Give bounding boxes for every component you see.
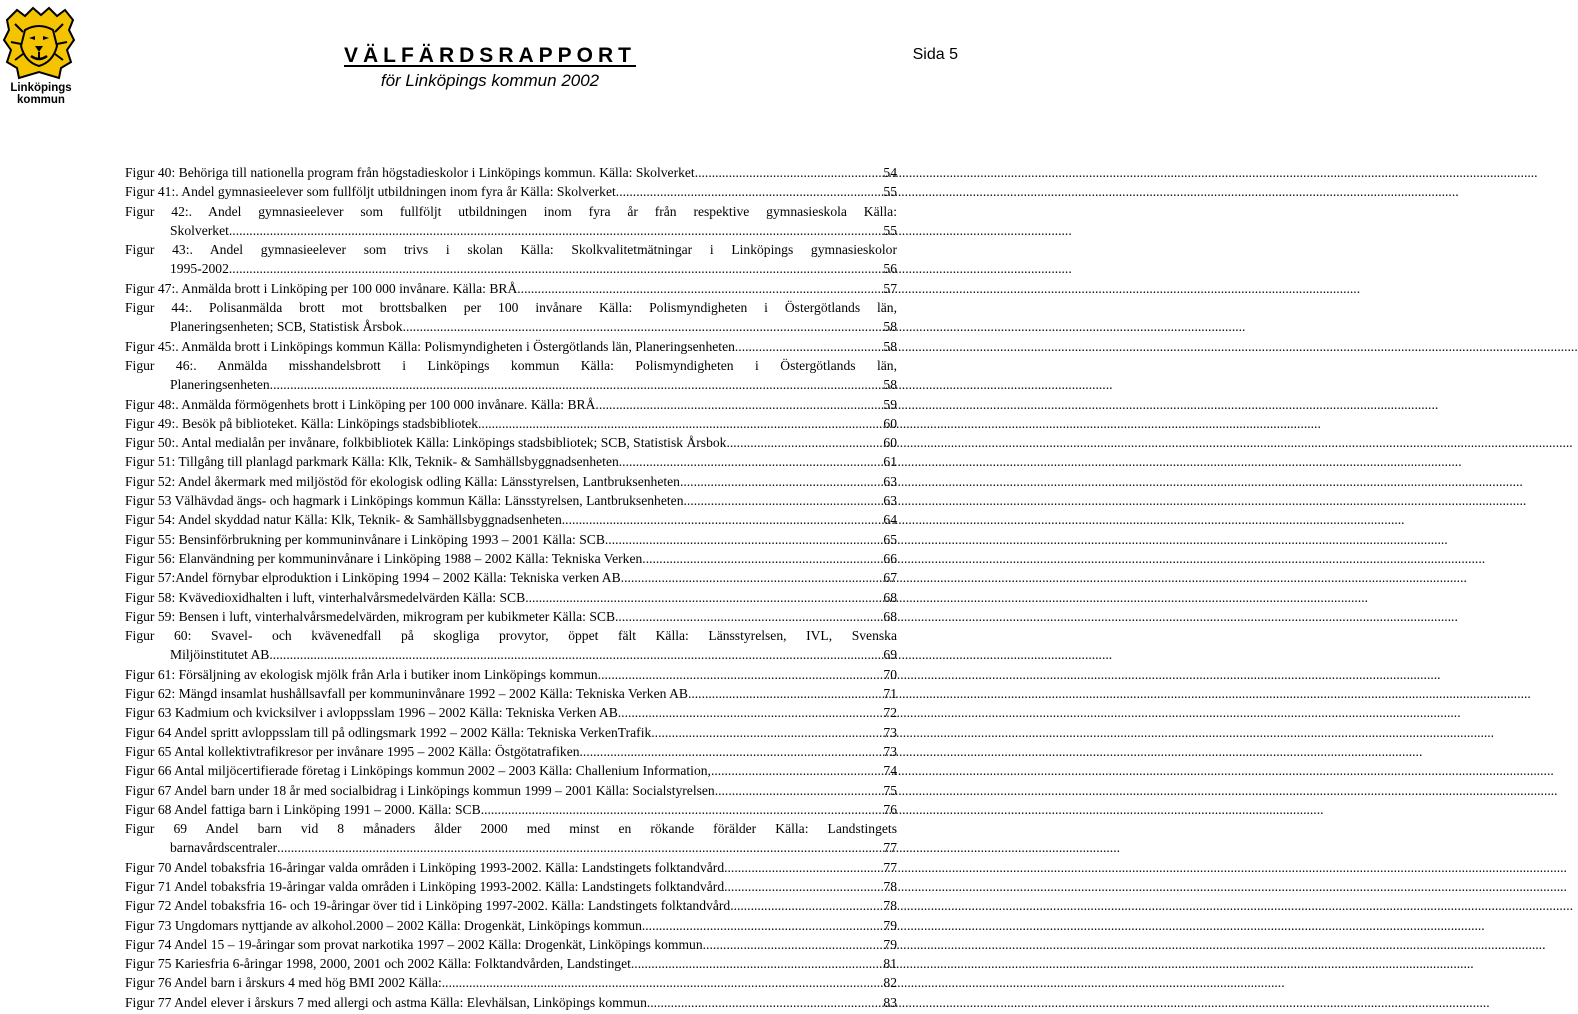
dot-leader <box>684 491 882 510</box>
toc-page-number: 55 <box>883 222 897 238</box>
toc-entry-text: Skolverket <box>170 222 229 238</box>
dot-leader <box>631 954 882 973</box>
toc-entry-text: Figur 57:Andel förnybar elproduktion i Linköping 1994 – 2002 Källa: Tekniska verken AB. <box>125 570 625 586</box>
toc-entry[interactable] <box>125 337 897 356</box>
toc-entry-text: Figur 62: Mängd insamlat hushållsavfall per kommuninvånare 1992 – 2002 Källa: Tekniska Verken AB <box>125 686 688 702</box>
toc-page-number: 70 <box>883 666 897 682</box>
dot-leader <box>695 163 882 182</box>
toc-page-number: 63 <box>883 473 897 489</box>
dot-leader <box>229 221 882 240</box>
dot-leader <box>711 761 881 780</box>
toc-entry[interactable] <box>125 414 897 433</box>
logo-text-line2: kommun <box>17 94 65 106</box>
report-subtitle: för Linköpings kommun 2002 <box>380 71 600 90</box>
dot-leader <box>647 993 882 1012</box>
logo <box>3 6 75 104</box>
dot-leader <box>277 838 881 857</box>
toc-page-number: 58 <box>883 338 897 354</box>
toc-entry[interactable] <box>125 279 897 298</box>
page-number-label: Sida 5 <box>912 46 958 63</box>
toc-page-number: 72 <box>883 705 897 721</box>
toc-page-number: 60 <box>883 435 897 451</box>
toc-entry[interactable] <box>125 182 897 201</box>
toc-entry-text: Figur 40: Behöriga till nationella program från högstadieskolor i Linköpings kommun. Källa: Skolverket <box>125 165 695 180</box>
toc-page-number: 77 <box>883 840 897 856</box>
toc-entry[interactable] <box>125 819 897 858</box>
toc-entry[interactable] <box>125 973 897 992</box>
dot-leader <box>517 279 881 298</box>
toc-entry[interactable] <box>125 684 897 703</box>
toc-entry-text: Figur 60: Svavel- och kvävenedfall på skogliga provytor, öppet fält Källa: Länsstyrelsen, IVL, Svenska <box>125 628 897 644</box>
toc-page-number: 55 <box>883 184 897 200</box>
toc-page-number: 56 <box>883 261 897 277</box>
toc-entry-text: Planeringsenheten; SCB, Statistisk Årsbok <box>170 319 403 335</box>
toc-entry[interactable] <box>125 472 897 491</box>
dot-leader <box>615 607 881 626</box>
toc-entry-text: Figur 63 Kadmium och kvicksilver i avloppsslam 1996 – 2002 Källa: Tekniska Verken AB <box>125 705 618 721</box>
toc-entry[interactable] <box>125 588 897 607</box>
toc-page-number: 67 <box>883 570 897 586</box>
toc-page-number: 82 <box>883 975 897 991</box>
toc-page-number: 73 <box>883 724 897 740</box>
toc-entry-text: Figur 50:. Antal medialån per invånare, folkbibliotek Källa: Linköpings stadsbibliotek; SCB, Statistisk Årsbok. <box>125 435 730 451</box>
dot-leader <box>724 877 881 896</box>
toc-entry[interactable] <box>125 568 897 587</box>
dot-leader <box>562 510 882 529</box>
toc-entry-text: Miljöinstitutet AB <box>170 647 270 663</box>
table-of-figures <box>125 163 897 1012</box>
toc-page-number: 77 <box>883 859 897 875</box>
toc-entry-text: Figur 53 Välhävdad ängs- och hagmark i Linköpings kommun Källa: Länsstyrelsen, Lantbruksenheten <box>125 493 684 509</box>
toc-entry-text: Figur 74 Andel 15 – 19-åringar som provat narkotika 1997 – 2002 Källa: Drogenkät, Linköpings kommun <box>125 936 703 952</box>
toc-page-number: 59 <box>883 396 897 412</box>
toc-page-number: 83 <box>883 994 897 1010</box>
dot-leader <box>580 742 882 761</box>
toc-entry-text: Figur 47:. Anmälda brott i Linköping per 100 000 invånare. Källa: BRÅ <box>125 280 518 296</box>
toc-entry-text: Figur 73 Ungdomars nyttjande av alkohol.2000 – 2002 Källa: Drogenkät, Linköpings kommun <box>125 917 642 933</box>
toc-page-number: 79 <box>883 936 897 952</box>
toc-entry[interactable] <box>125 761 897 780</box>
toc-entry-text: Figur 61: Försäljning av ekologisk mjölk från Arla i butiker inom Linköpings kommun <box>125 666 598 682</box>
dot-leader <box>735 337 882 356</box>
logo-text <box>3 82 79 106</box>
toc-entry-text: Figur 72 Andel tobaksfria 16- och 19-åringar över tid i Linköping 1997-2002. Källa: Landstingets folktandvård <box>125 898 731 914</box>
dot-leader <box>605 530 882 549</box>
toc-entry[interactable] <box>125 395 897 414</box>
toc-page-number: 68 <box>883 608 897 624</box>
toc-page-number: 76 <box>883 801 897 817</box>
toc-entry-text: Figur 41:. Andel gymnasieelever som fullföljt utbildningen inom fyra år Källa: Skolverket <box>125 184 616 200</box>
toc-page-number: 64 <box>883 512 897 528</box>
dot-leader <box>595 395 881 414</box>
dot-leader <box>525 588 881 607</box>
toc-entry[interactable] <box>125 202 897 241</box>
toc-entry[interactable] <box>125 607 897 626</box>
toc-entry[interactable] <box>125 433 897 452</box>
toc-entry-text: Planeringsenheten <box>170 377 270 393</box>
toc-entry-text: Figur 58: Kvävedioxidhalten i luft, vinterhalvårsmedelvärden Källa: SCB <box>125 589 526 605</box>
toc-page-number: 65 <box>883 531 897 547</box>
dot-leader <box>270 375 882 394</box>
toc-entry-text: Figur 48:. Anmälda förmögenhets brott i Linköping per 100 000 invånare. Källa: BRÅ <box>125 396 596 412</box>
page-header <box>0 0 960 110</box>
dot-leader <box>624 568 881 587</box>
toc-entry-text: Figur 69 Andel barn vid 8 månaders ålder 2000 med minst en rökande förälder Källa: Landstingets <box>125 821 897 837</box>
toc-entry-text: Figur 65 Antal kollektivtrafikresor per invånare 1995 – 2002 Källa: Östgötatrafiken <box>125 743 580 759</box>
report-title: VÄLFÄRDSRAPPORT <box>343 44 636 67</box>
toc-entry-text: Figur 51: Tillgång till planlagd parkmark Källa: Klk, Teknik- & Samhällsbyggnadsenheten <box>125 454 619 470</box>
dot-leader <box>642 916 882 935</box>
toc-entry[interactable] <box>125 665 897 684</box>
toc-entry-text: Figur 68 Andel fattiga barn i Linköping 1991 – 2000. Källa: SCB <box>125 801 481 817</box>
toc-page-number: 58 <box>883 319 897 335</box>
dot-leader <box>730 896 881 915</box>
toc-entry[interactable] <box>125 626 897 665</box>
toc-entry[interactable] <box>125 781 897 800</box>
toc-entry-text: Figur 42:. Andel gymnasieelever som fullföljt utbildningen inom fyra år från respektive gymnasieskola Källa: <box>125 203 897 219</box>
dot-leader <box>269 645 881 664</box>
toc-page-number: 68 <box>883 589 897 605</box>
toc-entry-text: Figur 66 Antal miljöcertifierade företag i Linköpings kommun 2002 – 2003 Källa: Challenium Information, <box>125 763 711 779</box>
toc-page-number: 78 <box>883 878 897 894</box>
dot-leader <box>715 781 882 800</box>
toc-entry-text: Figur 45:. Anmälda brott i Linköpings kommun Källa: Polismyndigheten i Östergötlands län, Planeringsenheten <box>125 338 735 354</box>
toc-entry[interactable] <box>125 510 897 529</box>
toc-page-number: 75 <box>883 782 897 798</box>
dot-leader <box>481 800 882 819</box>
toc-page-number: 78 <box>883 898 897 914</box>
toc-entry-text: Figur 49:. Besök på biblioteket. Källa: Linköpings stadsbibliotek <box>125 415 479 431</box>
dot-leader <box>478 414 881 433</box>
toc-page-number: 60 <box>883 415 897 431</box>
toc-entry-text: Figur 75 Kariesfria 6-åringar 1998, 2000, 2001 och 2002 Källa: Folktandvården, Landstinget <box>125 956 631 972</box>
toc-entry[interactable] <box>125 954 897 973</box>
toc-entry-text: Figur 64 Andel spritt avloppsslam till på odlingsmark 1992 – 2002 Källa: Tekniska VerkenTrafik <box>125 724 652 740</box>
toc-entry[interactable] <box>125 491 897 510</box>
toc-entry[interactable] <box>125 742 897 761</box>
toc-entry-text: Figur 44:. Polisanmälda brott mot brottsbalken per 100 invånare Källa: Polismyndigheten i Östergötlands län, <box>125 300 897 316</box>
toc-entry[interactable] <box>125 549 897 568</box>
toc-entry[interactable] <box>125 723 897 742</box>
toc-entry[interactable] <box>125 703 897 722</box>
toc-entry[interactable] <box>125 800 897 819</box>
dot-leader <box>619 452 882 471</box>
toc-entry-text: 1995-2002 <box>170 261 229 277</box>
toc-entry-text: Figur 67 Andel barn under 18 år med socialbidrag i Linköpings kommun 1999 – 2001 Källa: Socialstyrelsen <box>125 782 715 798</box>
toc-page-number: 58 <box>883 377 897 393</box>
toc-entry-text: barnavårdscentraler <box>170 840 278 856</box>
toc-page-number: 79 <box>883 917 897 933</box>
toc-page-number: 74 <box>883 763 897 779</box>
toc-entry-text: Figur 70 Andel tobaksfria 16-åringar valda områden i Linköping 1993-2002. Källa: Landstingets folktandvård <box>125 859 725 875</box>
dot-leader <box>730 433 882 452</box>
toc-entry[interactable] <box>125 240 897 279</box>
toc-entry-text: Figur 46:. Anmälda misshandelsbrott i Linköpings kommun Källa: Polismyndigheten i Östergötlands län, <box>125 357 897 373</box>
toc-entry-text: Figur 76 Andel barn i årskurs 4 med hög BMI 2002 Källa: <box>125 975 442 991</box>
toc-entry[interactable] <box>125 993 897 1012</box>
dot-leader <box>618 703 882 722</box>
dot-leader <box>651 723 881 742</box>
toc-entry[interactable] <box>125 877 897 896</box>
dot-leader <box>680 472 881 491</box>
lion-head-icon <box>3 6 75 80</box>
toc-page-number: 69 <box>883 647 897 663</box>
toc-entry[interactable] <box>125 298 897 337</box>
dot-leader <box>229 259 882 278</box>
toc-entry-text: Figur 54: Andel skyddad natur Källa: Klk, Teknik- & Samhällsbyggnadsenheten <box>125 512 562 528</box>
toc-entry[interactable] <box>125 452 897 471</box>
toc-entry[interactable] <box>125 858 897 877</box>
dot-leader <box>442 973 882 992</box>
toc-page-number: 81 <box>883 956 897 972</box>
toc-page-number: 63 <box>883 493 897 509</box>
dot-leader <box>703 935 882 954</box>
dot-leader <box>598 665 882 684</box>
toc-entry-text: Figur 71 Andel tobaksfria 19-åringar valda områden i Linköping 1993-2002. Källa: Landstingets folktandvård <box>125 878 725 894</box>
toc-entry[interactable] <box>125 916 897 935</box>
toc-page-number: 73 <box>883 743 897 759</box>
toc-entry-text: Figur 55: Bensinförbrukning per kommuninvånare i Linköping 1993 – 2001 Källa: SCB <box>125 531 605 547</box>
dot-leader <box>403 317 882 336</box>
dot-leader <box>642 549 881 568</box>
toc-entry[interactable] <box>125 530 897 549</box>
toc-page-number: 71 <box>883 686 897 702</box>
dot-leader <box>616 182 882 201</box>
dot-leader <box>724 858 881 877</box>
toc-page-number: 54 <box>883 165 897 180</box>
toc-entry[interactable] <box>125 163 897 182</box>
title-block <box>300 44 680 92</box>
toc-entry-text: Figur 77 Andel elever i årskurs 7 med allergi och astma Källa: Elevhälsan, Linköpings kommun <box>125 994 647 1010</box>
toc-page-number: 57 <box>883 280 897 296</box>
dot-leader <box>688 684 881 703</box>
toc-entry-text: Figur 59: Bensen i luft, vinterhalvårsmedelvärden, mikrogram per kubikmeter Källa: SCB <box>125 608 616 624</box>
toc-entry-text: Figur 56: Elanvändning per kommuninvånare i Linköping 1988 – 2002 Källa: Tekniska Verken <box>125 550 643 566</box>
toc-entry-text: Figur 43:. Andel gymnasieelever som trivs i skolan Källa: Skolkvalitetmätningar i Linköpings gymnasieskolor <box>125 242 897 258</box>
toc-entry-text: Figur 52: Andel åkermark med miljöstöd för ekologisk odling Källa: Länsstyrelsen, Lantbruksenheten <box>125 473 680 489</box>
toc-entry[interactable] <box>125 935 897 954</box>
toc-entry[interactable] <box>125 356 897 395</box>
logo-text-line1: Linköpings <box>10 82 72 94</box>
toc-page-number: 66 <box>883 550 897 566</box>
toc-entry[interactable] <box>125 896 897 915</box>
toc-page-number: 61 <box>883 454 897 470</box>
